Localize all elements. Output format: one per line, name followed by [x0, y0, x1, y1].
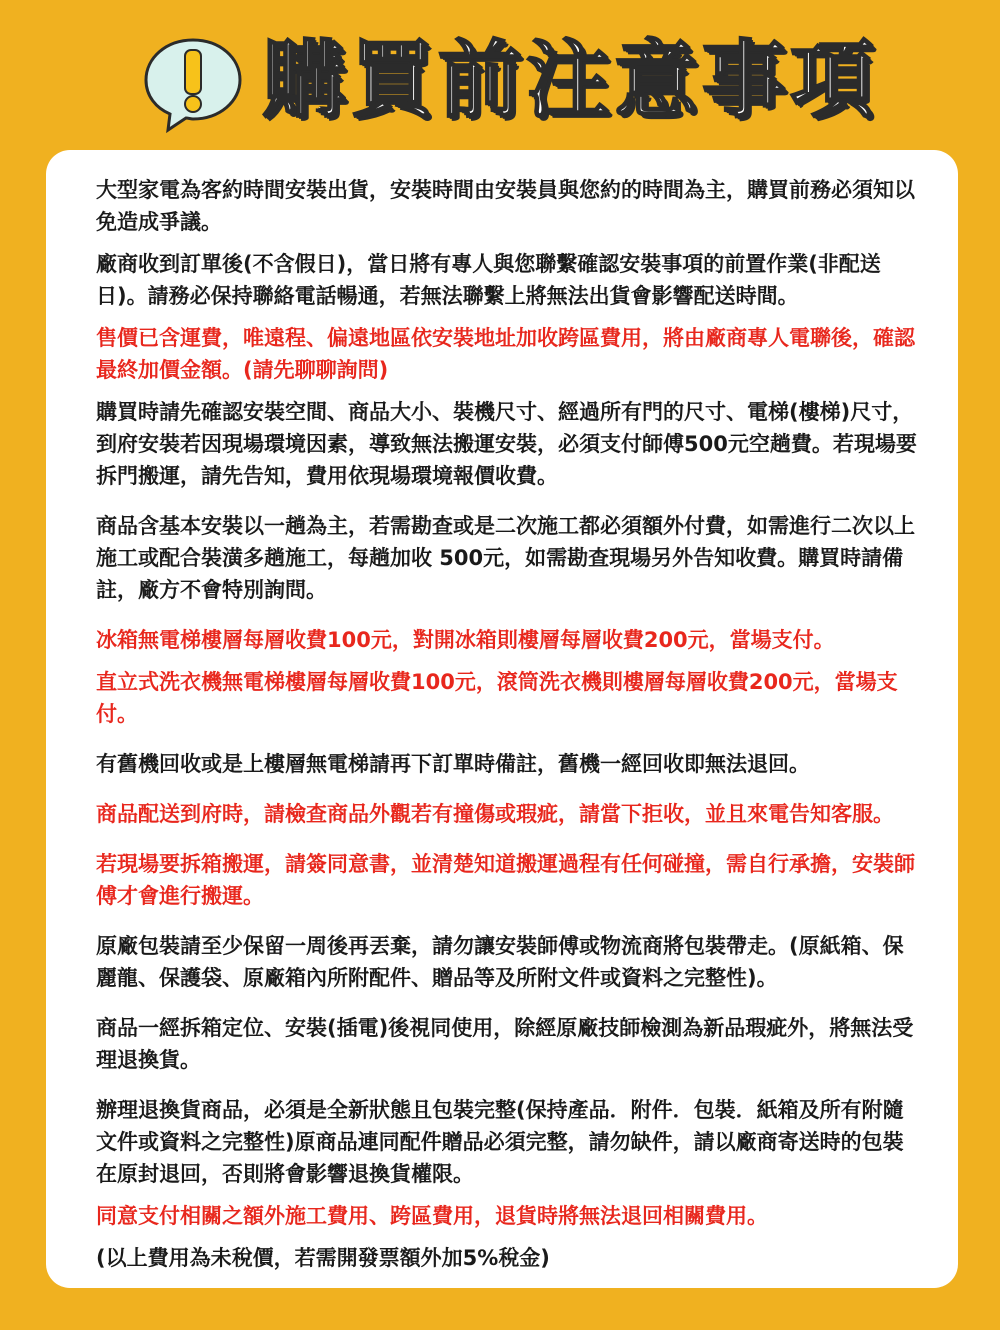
notice-item: 商品一經拆箱定位、安裝(插電)後視同使用，除經原廠技師檢測為新品瑕疵外，將無法受理退換貨。: [96, 1016, 914, 1072]
notice-item: 商品含基本安裝以一趟為主，若需勘查或是二次施工都必須額外付費，如需進行二次以上施工或配合裝潢多趟施工，每趟加收 500元，如需勘查現場另外告知收費。購買時請備註，廠方不會特別詢問。: [96, 514, 915, 602]
notice-item: 有舊機回收或是上樓層無電梯請再下訂單時備註，舊機一經回收即無法退回。: [96, 752, 810, 776]
notice-item: 若現場要拆箱搬運，請簽同意書，並清楚知道搬運過程有任何碰撞，需自行承擔，安裝師傅才會進行搬運。: [96, 852, 915, 908]
notice-item: 廠商收到訂單後(不含假日)，當日將有專人與您聯繫確認安裝事項的前置作業(非配送日)。請務必保持聯絡電話暢通，若無法聯繫上將無法出貨會影響配送時間。: [96, 252, 881, 308]
notice-item: 辦理退換貨商品，必須是全新狀態且包裝完整(保持產品．附件．包裝．紙箱及所有附隨文件或資料之完整性)原商品連同配件贈品必須完整，請勿缺件，請以廠商寄送時的包裝在原封退回，否則將會影響退換貨權限。: [96, 1098, 904, 1186]
notice-item: 冰箱無電梯樓層每層收費100元，對開冰箱則樓層每層收費200元，當場支付。: [96, 628, 835, 652]
header: [0, 0, 1000, 150]
notice-item: 售價已含運費，唯遠程、偏遠地區依安裝地址加收跨區費用，將由廠商專人電聯後，確認最終加價金額。(請先聊聊詢問): [96, 326, 915, 382]
notice-item: 商品配送到府時，請檢查商品外觀若有撞傷或瑕疵，請當下拒收，並且來電告知客服。: [96, 802, 894, 826]
notice-item: (以上費用為未稅價，若需開發票額外加5%稅金): [96, 1246, 550, 1270]
notice-item: 直立式洗衣機無電梯樓層每層收費100元，滾筒洗衣機則樓層每層收費200元，當場支付。: [96, 670, 898, 726]
notice-item: 購買時請先確認安裝空間、商品大小、裝機尺寸、經過所有門的尺寸、電梯(樓梯)尺寸，到府安裝若因現場環境因素，導致無法搬運安裝，必須支付師傅500元空趟費。若現場要拆門搬運，請先告知，費用依現場環境報價收費。: [96, 400, 917, 488]
notice-item: 同意支付相關之額外施工費用、跨區費用，退貨時將無法退回相關費用。: [96, 1204, 768, 1228]
notice-item: 原廠包裝請至少保留一周後再丟棄，請勿讓安裝師傅或物流商將包裝帶走。(原紙箱、保麗龍、保護袋、原廠箱內所附配件、贈品等及所附文件或資料之完整性)。: [96, 934, 904, 990]
speech-bubble-exclamation-icon: [138, 34, 248, 134]
notice-card: [46, 150, 958, 1288]
notice-item: 大型家電為客約時間安裝出貨，安裝時間由安裝員與您約的時間為主，購買前務必須知以免造成爭議。: [96, 178, 915, 234]
page-title: 購買前注意事項: [262, 31, 879, 129]
